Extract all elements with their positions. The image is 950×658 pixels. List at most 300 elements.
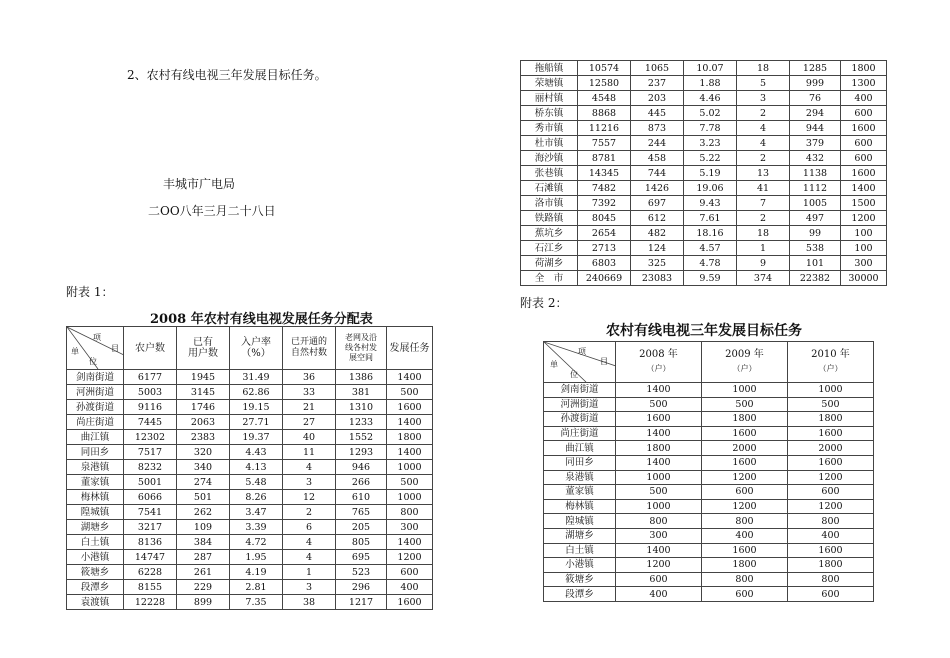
data-cell: 18.16 <box>684 226 737 241</box>
data-cell: 325 <box>631 256 684 271</box>
corner-label-right: 目 <box>600 357 608 366</box>
data-cell: 14345 <box>578 166 631 181</box>
data-cell: 12 <box>283 490 336 505</box>
data-cell: 600 <box>788 485 874 500</box>
data-cell: 27.71 <box>230 415 283 430</box>
table-row <box>67 505 433 520</box>
data-cell: 340 <box>177 460 230 475</box>
row-label-cell: 剑南街道 <box>67 370 124 385</box>
row-label-cell: 小港镇 <box>67 550 124 565</box>
data-cell: 100 <box>841 241 887 256</box>
data-cell: 23083 <box>631 271 684 286</box>
data-cell: 237 <box>631 76 684 91</box>
row-label-cell: 曲江镇 <box>544 441 616 456</box>
row-label-cell: 筱塘乡 <box>67 565 124 580</box>
data-cell: 1600 <box>788 426 874 441</box>
data-cell: 3 <box>737 91 790 106</box>
data-cell: 1400 <box>387 445 433 460</box>
data-cell: 320 <box>177 445 230 460</box>
data-cell: 36 <box>283 370 336 385</box>
row-label-cell: 隍城镇 <box>544 514 616 529</box>
data-cell: 600 <box>702 587 788 602</box>
data-cell: 31.49 <box>230 370 283 385</box>
table-row <box>67 460 433 475</box>
data-cell: 1200 <box>387 550 433 565</box>
data-cell: 4 <box>283 460 336 475</box>
data-cell: 261 <box>177 565 230 580</box>
table-row <box>521 151 887 166</box>
data-cell: 3.23 <box>684 136 737 151</box>
data-cell: 4.57 <box>684 241 737 256</box>
data-cell: 18 <box>737 226 790 241</box>
data-cell: 1800 <box>616 441 702 456</box>
data-cell: 1400 <box>616 455 702 470</box>
table-row <box>521 91 887 106</box>
data-cell: 3 <box>283 580 336 595</box>
data-cell: 1600 <box>788 455 874 470</box>
data-cell: 800 <box>702 514 788 529</box>
table-row <box>544 441 874 456</box>
column-header: 已有 用户数 <box>177 327 230 370</box>
data-cell: 19.37 <box>230 430 283 445</box>
data-cell: 1000 <box>616 499 702 514</box>
column-header: 农户数 <box>124 327 177 370</box>
data-cell: 400 <box>616 587 702 602</box>
data-cell: 13 <box>737 166 790 181</box>
data-cell: 374 <box>737 271 790 286</box>
data-cell: 4 <box>737 136 790 151</box>
row-label-cell: 白土镇 <box>67 535 124 550</box>
corner-label-bottom: 位 <box>89 357 97 366</box>
column-header <box>616 342 702 383</box>
row-label-cell: 张巷镇 <box>521 166 578 181</box>
data-cell: 5.19 <box>684 166 737 181</box>
data-cell: 1400 <box>387 535 433 550</box>
data-cell: 1285 <box>790 61 841 76</box>
column-header <box>702 342 788 383</box>
data-cell: 9116 <box>124 400 177 415</box>
table-row <box>521 271 887 286</box>
table-row <box>521 211 887 226</box>
data-cell: 805 <box>336 535 387 550</box>
table-row <box>67 490 433 505</box>
table-row <box>544 528 874 543</box>
table-2-body <box>544 383 874 602</box>
data-cell: 274 <box>177 475 230 490</box>
corner-label-bottom: 位 <box>570 370 578 379</box>
row-label-cell: 河洲街道 <box>67 385 124 400</box>
data-cell: 501 <box>177 490 230 505</box>
column-header: 入户率 （%） <box>230 327 283 370</box>
data-cell: 1005 <box>790 196 841 211</box>
data-cell: 10.07 <box>684 61 737 76</box>
table-row <box>544 543 874 558</box>
row-label-cell: 孙渡街道 <box>67 400 124 415</box>
data-cell: 124 <box>631 241 684 256</box>
data-cell: 2 <box>737 106 790 121</box>
data-cell: 1800 <box>387 430 433 445</box>
data-cell: 3145 <box>177 385 230 400</box>
data-cell: 7557 <box>578 136 631 151</box>
data-cell: 1200 <box>788 499 874 514</box>
data-cell: 21 <box>283 400 336 415</box>
table-2-header-row <box>544 342 874 383</box>
row-label-cell: 袁渡镇 <box>67 595 124 610</box>
data-cell: 1945 <box>177 370 230 385</box>
row-label-cell: 荷湖乡 <box>521 256 578 271</box>
data-cell: 1065 <box>631 61 684 76</box>
data-cell: 3217 <box>124 520 177 535</box>
data-cell: 1600 <box>616 412 702 427</box>
data-cell: 600 <box>788 587 874 602</box>
table-row <box>67 370 433 385</box>
data-cell: 1400 <box>616 383 702 398</box>
table-row <box>521 256 887 271</box>
data-cell: 1800 <box>702 558 788 573</box>
data-cell: 1112 <box>790 181 841 196</box>
data-cell: 109 <box>177 520 230 535</box>
data-cell: 8868 <box>578 106 631 121</box>
data-cell: 1000 <box>387 460 433 475</box>
column-unit: （户） <box>818 364 843 373</box>
data-cell: 899 <box>177 595 230 610</box>
row-label-cell: 隍城镇 <box>67 505 124 520</box>
row-label-cell: 段潭乡 <box>544 587 616 602</box>
data-cell: 6803 <box>578 256 631 271</box>
row-label-cell: 段潭乡 <box>67 580 124 595</box>
data-cell: 5.48 <box>230 475 283 490</box>
table-row <box>544 470 874 485</box>
row-label-cell: 孙渡街道 <box>544 412 616 427</box>
data-cell: 296 <box>336 580 387 595</box>
column-header: 已开通的 自然村数 <box>283 327 336 370</box>
data-cell: 101 <box>790 256 841 271</box>
corner-label-top: 项 <box>578 347 586 356</box>
data-cell: 300 <box>841 256 887 271</box>
data-cell: 1000 <box>788 383 874 398</box>
row-label-cell: 杜市镇 <box>521 136 578 151</box>
data-cell: 500 <box>387 385 433 400</box>
row-label-cell: 秀市镇 <box>521 121 578 136</box>
row-label-cell: 董家镇 <box>544 485 616 500</box>
data-cell: 6 <box>283 520 336 535</box>
data-cell: 7392 <box>578 196 631 211</box>
data-cell: 11216 <box>578 121 631 136</box>
data-cell: 5003 <box>124 385 177 400</box>
data-cell: 612 <box>631 211 684 226</box>
data-cell: 1000 <box>616 470 702 485</box>
data-cell: 203 <box>631 91 684 106</box>
data-cell: 400 <box>788 528 874 543</box>
data-cell: 2383 <box>177 430 230 445</box>
data-cell: 262 <box>177 505 230 520</box>
data-cell: 1426 <box>631 181 684 196</box>
row-label-cell: 白土镇 <box>544 543 616 558</box>
table-row <box>521 136 887 151</box>
row-label-cell: 拖船镇 <box>521 61 578 76</box>
data-cell: 1200 <box>702 499 788 514</box>
data-cell: 1552 <box>336 430 387 445</box>
data-cell: 1600 <box>387 400 433 415</box>
data-cell: 18 <box>737 61 790 76</box>
data-cell: 229 <box>177 580 230 595</box>
table-row <box>544 514 874 529</box>
row-label-cell: 同田乡 <box>67 445 124 460</box>
data-cell: 1600 <box>702 426 788 441</box>
table-row <box>67 385 433 400</box>
table-2-title: 农村有线电视三年发展目标任务 <box>606 323 802 339</box>
row-label-cell: 铁路镇 <box>521 211 578 226</box>
data-cell: 1 <box>737 241 790 256</box>
data-cell: 266 <box>336 475 387 490</box>
table-1-continued <box>520 60 887 286</box>
data-cell: 1386 <box>336 370 387 385</box>
table-row <box>67 520 433 535</box>
data-cell: 27 <box>283 415 336 430</box>
document-date: 二OO八年三月二十八日 <box>148 204 276 218</box>
data-cell: 538 <box>790 241 841 256</box>
data-cell: 1600 <box>841 121 887 136</box>
data-cell: 744 <box>631 166 684 181</box>
data-cell: 523 <box>336 565 387 580</box>
row-label-cell: 丽村镇 <box>521 91 578 106</box>
row-label-cell: 海沙镇 <box>521 151 578 166</box>
data-cell: 100 <box>841 226 887 241</box>
table-row <box>67 475 433 490</box>
data-cell: 30000 <box>841 271 887 286</box>
data-cell: 4 <box>737 121 790 136</box>
data-cell: 873 <box>631 121 684 136</box>
data-cell: 5 <box>737 76 790 91</box>
data-cell: 5.22 <box>684 151 737 166</box>
data-cell: 1800 <box>788 412 874 427</box>
table-row <box>544 412 874 427</box>
data-cell: 5001 <box>124 475 177 490</box>
data-cell: 8232 <box>124 460 177 475</box>
data-cell: 12228 <box>124 595 177 610</box>
data-cell: 695 <box>336 550 387 565</box>
data-cell: 76 <box>790 91 841 106</box>
data-cell: 2 <box>737 151 790 166</box>
data-cell: 400 <box>702 528 788 543</box>
column-header: 发展任务 <box>387 327 433 370</box>
data-cell: 4.19 <box>230 565 283 580</box>
data-cell: 6228 <box>124 565 177 580</box>
data-cell: 600 <box>616 572 702 587</box>
row-label-cell: 桥东镇 <box>521 106 578 121</box>
row-label-cell: 泉港镇 <box>544 470 616 485</box>
data-cell: 944 <box>790 121 841 136</box>
data-cell: 40 <box>283 430 336 445</box>
row-label-cell: 泉港镇 <box>67 460 124 475</box>
data-cell: 4.72 <box>230 535 283 550</box>
table-row <box>67 415 433 430</box>
column-unit: （户） <box>732 364 757 373</box>
data-cell: 381 <box>336 385 387 400</box>
data-cell: 610 <box>336 490 387 505</box>
data-cell: 458 <box>631 151 684 166</box>
data-cell: 8045 <box>578 211 631 226</box>
table-row <box>67 430 433 445</box>
table-row <box>521 181 887 196</box>
row-label-cell: 曲江镇 <box>67 430 124 445</box>
data-cell: 1217 <box>336 595 387 610</box>
data-cell: 999 <box>790 76 841 91</box>
data-cell: 62.86 <box>230 385 283 400</box>
table-row <box>544 558 874 573</box>
data-cell: 3 <box>283 475 336 490</box>
data-cell: 7517 <box>124 445 177 460</box>
table-row <box>521 226 887 241</box>
corner-label-left: 单 <box>550 360 558 369</box>
data-cell: 7445 <box>124 415 177 430</box>
row-label-cell: 尚庄街道 <box>544 426 616 441</box>
data-cell: 400 <box>387 580 433 595</box>
data-cell: 1.95 <box>230 550 283 565</box>
data-cell: 12302 <box>124 430 177 445</box>
data-cell: 2000 <box>788 441 874 456</box>
data-cell: 600 <box>702 485 788 500</box>
row-label-cell: 石滩镇 <box>521 181 578 196</box>
table-1-header-row <box>67 327 433 370</box>
row-label-cell: 梅林镇 <box>544 499 616 514</box>
row-label-cell: 小港镇 <box>544 558 616 573</box>
corner-label-left: 单 <box>71 347 79 356</box>
table-2 <box>543 341 874 602</box>
table-row <box>67 400 433 415</box>
data-cell: 6066 <box>124 490 177 505</box>
data-cell: 946 <box>336 460 387 475</box>
table-row <box>67 445 433 460</box>
data-cell: 1 <box>283 565 336 580</box>
data-cell: 99 <box>790 226 841 241</box>
row-label-cell: 尚庄街道 <box>67 415 124 430</box>
data-cell: 1400 <box>616 426 702 441</box>
data-cell: 4.78 <box>684 256 737 271</box>
data-cell: 800 <box>387 505 433 520</box>
data-cell: 4.46 <box>684 91 737 106</box>
data-cell: 7.35 <box>230 595 283 610</box>
data-cell: 2000 <box>702 441 788 456</box>
data-cell: 497 <box>790 211 841 226</box>
data-cell: 7.78 <box>684 121 737 136</box>
table-row <box>544 485 874 500</box>
row-label-cell: 蕉坑乡 <box>521 226 578 241</box>
column-unit: （户） <box>646 364 671 373</box>
row-label-cell: 荣塘镇 <box>521 76 578 91</box>
column-year: 2009 年 <box>725 349 764 360</box>
data-cell: 800 <box>702 572 788 587</box>
data-cell: 240669 <box>578 271 631 286</box>
data-cell: 12580 <box>578 76 631 91</box>
data-cell: 1800 <box>841 61 887 76</box>
data-cell: 5.02 <box>684 106 737 121</box>
data-cell: 1293 <box>336 445 387 460</box>
data-cell: 2713 <box>578 241 631 256</box>
row-label-cell: 洛市镇 <box>521 196 578 211</box>
data-cell: 9 <box>737 256 790 271</box>
row-label-cell: 梅林镇 <box>67 490 124 505</box>
appendix-1-label: 附表 1： <box>66 285 114 299</box>
data-cell: 1.88 <box>684 76 737 91</box>
table-row <box>67 550 433 565</box>
table-1-title: 2008 年农村有线电视发展任务分配表 <box>150 312 373 327</box>
data-cell: 8155 <box>124 580 177 595</box>
data-cell: 1400 <box>841 181 887 196</box>
data-cell: 7.61 <box>684 211 737 226</box>
data-cell: 697 <box>631 196 684 211</box>
data-cell: 1200 <box>841 211 887 226</box>
data-cell: 500 <box>387 475 433 490</box>
data-cell: 244 <box>631 136 684 151</box>
data-cell: 1400 <box>387 415 433 430</box>
data-cell: 500 <box>788 397 874 412</box>
data-cell: 600 <box>841 106 887 121</box>
data-cell: 3.39 <box>230 520 283 535</box>
data-cell: 1000 <box>387 490 433 505</box>
row-label-cell: 湖塘乡 <box>67 520 124 535</box>
data-cell: 500 <box>616 397 702 412</box>
data-cell: 300 <box>616 528 702 543</box>
table-row <box>521 166 887 181</box>
data-cell: 1200 <box>616 558 702 573</box>
data-cell: 205 <box>336 520 387 535</box>
data-cell: 19.06 <box>684 181 737 196</box>
appendix-2-label: 附表 2： <box>520 296 568 310</box>
row-label-cell: 同田乡 <box>544 455 616 470</box>
data-cell: 765 <box>336 505 387 520</box>
table-row <box>521 76 887 91</box>
data-cell: 1310 <box>336 400 387 415</box>
data-cell: 1600 <box>702 455 788 470</box>
row-label-cell: 石江乡 <box>521 241 578 256</box>
data-cell: 1400 <box>387 370 433 385</box>
data-cell: 9.59 <box>684 271 737 286</box>
table-1-body <box>67 370 433 610</box>
row-label-cell: 筱塘乡 <box>544 572 616 587</box>
table-row <box>67 535 433 550</box>
column-header <box>788 342 874 383</box>
data-cell: 1233 <box>336 415 387 430</box>
data-cell: 2.81 <box>230 580 283 595</box>
table-row <box>544 587 874 602</box>
data-cell: 1746 <box>177 400 230 415</box>
data-cell: 800 <box>788 572 874 587</box>
table-1 <box>66 326 433 610</box>
table-row <box>544 383 874 398</box>
table-row <box>67 580 433 595</box>
data-cell: 4 <box>283 535 336 550</box>
table-row <box>521 106 887 121</box>
data-cell: 7 <box>737 196 790 211</box>
table-row <box>544 572 874 587</box>
column-header: 老网及沿 线各村发 展空间 <box>336 327 387 370</box>
data-cell: 500 <box>616 485 702 500</box>
data-cell: 800 <box>788 514 874 529</box>
table-row <box>544 397 874 412</box>
data-cell: 600 <box>841 151 887 166</box>
table-row <box>521 61 887 76</box>
data-cell: 432 <box>790 151 841 166</box>
data-cell: 8.26 <box>230 490 283 505</box>
data-cell: 1400 <box>616 543 702 558</box>
data-cell: 445 <box>631 106 684 121</box>
table-row <box>544 455 874 470</box>
data-cell: 1800 <box>702 412 788 427</box>
data-cell: 1600 <box>788 543 874 558</box>
table-row <box>67 595 433 610</box>
column-year: 2008 年 <box>639 349 678 360</box>
